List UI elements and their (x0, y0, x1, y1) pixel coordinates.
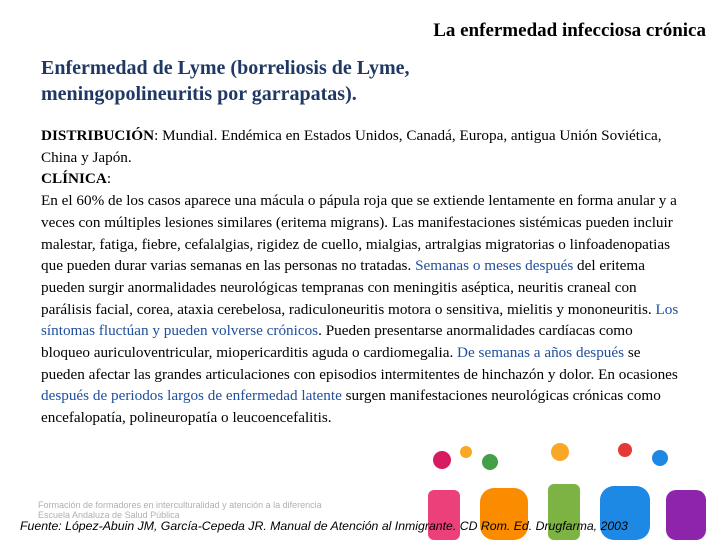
clinica-paragraph (41, 190, 681, 429)
logo-dot-yellow (460, 446, 472, 458)
clinica-text-3: . Pueden presentarse anormalidades cardíacas como bloqueo auriculoventricular, miopericarditis aguda o cardiomegalia. (41, 322, 633, 362)
clinica-text-5: surgen manifestaciones neurológicas crónicas como encefalopatía, polineuropatía o leucoencefalitis. (41, 387, 661, 427)
highlight-chronic: Los síntomas fluctúan y pueden volverse crónicos (41, 300, 679, 340)
highlight-weeks-years: De semanas a años después (457, 344, 625, 362)
logo-block-purple (666, 490, 706, 540)
clinica-label: CLÍNICA (41, 170, 107, 188)
logo-dot-red (618, 443, 632, 457)
body-text (41, 125, 681, 429)
highlight-latent: después de periodos largos de enfermedad latente (41, 387, 342, 405)
clinica-colon: : (106, 170, 112, 188)
subtitle-line-2: meningopolineuritis por garrapatas). (41, 83, 357, 105)
clinica-heading (41, 168, 681, 190)
distribution-label: DISTRIBUCIÓN (41, 127, 155, 144)
highlight-weeks-months: Semanas o meses después (415, 257, 574, 275)
slide-title: La enfermedad infecciosa crónica (433, 20, 706, 41)
slide-subtitle (41, 55, 561, 107)
clinica-text-4: se pueden afectar las grandes articulaciones con episodios intermitentes de hinchazón y dolor. En ocasiones (41, 344, 678, 383)
distribution-text: : Mundial. Endémica en Estados Unidos, Canadá, Europa, antigua Unión Soviética, China y Japón. (41, 127, 662, 166)
distribution-paragraph (41, 125, 681, 168)
clinica-text-1: En el 60% de los casos aparece una mácula o pápula roja que se extiende lentamente en forma anular y a veces con múltiples lesiones similares (eritema migrans). Las manifestaciones sistémicas pueden incluir malestar, fatiga, fiebre, cefalalgias, rigidez de cuello, mialgias, artralgias migratorias o linfoadenopatias que pueden durar varias semanas en las personas no tratadas. (41, 192, 677, 275)
source-citation: Fuente: López-Abuin JM, García-Cepeda JR. Manual de Atención al Inmigrante. CD Rom. Ed. Drugfarma, 2003 (20, 519, 628, 533)
logo-dot-magenta (433, 451, 451, 469)
logo-dot-blue (652, 450, 668, 466)
subtitle-line-1: Enfermedad de Lyme (borreliosis de Lyme, (41, 57, 410, 79)
footer-logo-text (38, 500, 322, 520)
footer-logo-line-2: Escuela Andaluza de Salud Pública (38, 510, 180, 520)
logo-dot-yellow-2 (551, 443, 569, 461)
footer-logo-line-1: Formación de formadores en interculturalidad y atención a la diferencia (38, 500, 322, 510)
logo-dot-green (482, 454, 498, 470)
clinica-text-2: del eritema pueden surgir anormalidades neurológicas tempranas con meningitis aséptica, neuritis craneal con parálisis facial, corea, ataxia cerebelosa, radiculoneuritis motora o sensitiva, mielitis y mononeuritis. (41, 257, 652, 318)
